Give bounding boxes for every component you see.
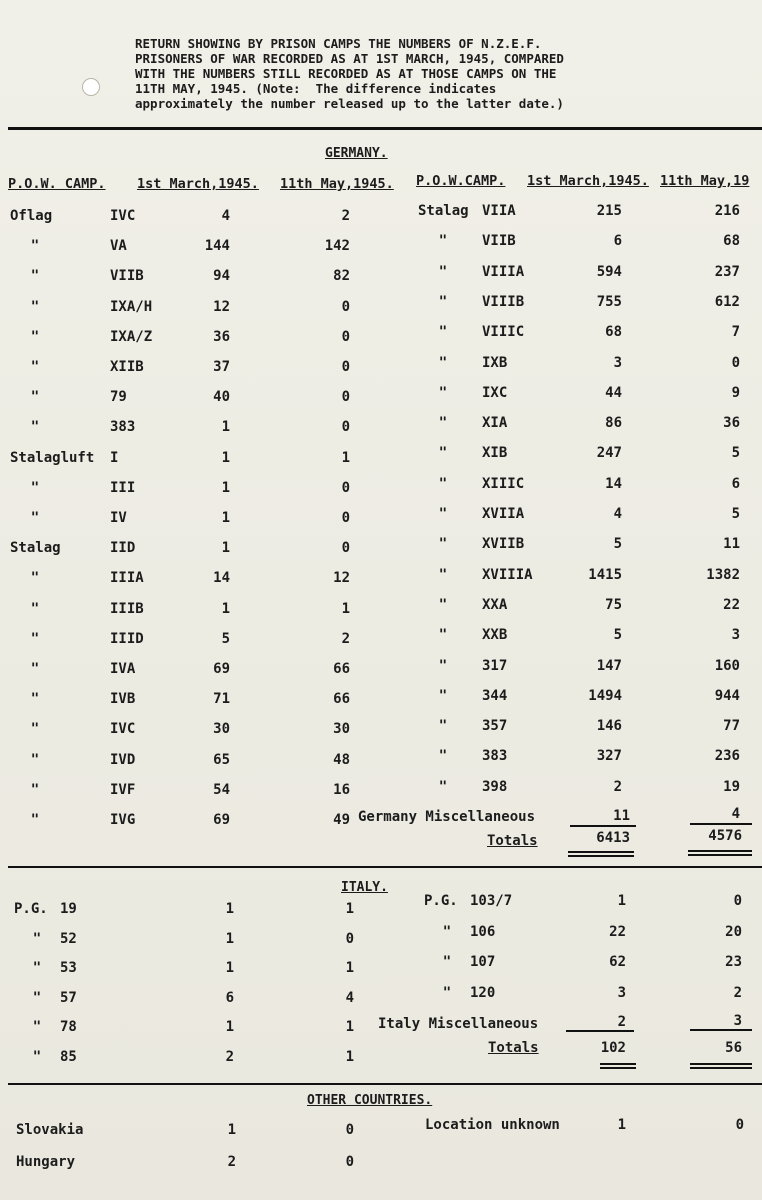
camp-type: " [30,268,40,285]
camp-type: " [30,812,40,828]
may-count: 1 [345,1048,354,1065]
italy-totals-may: 56 [725,1040,742,1056]
march-count: 94 [213,268,230,285]
march-count: 755 [596,293,622,310]
camp-name: 383 [110,419,136,436]
camp-type: Stalag [10,540,61,557]
camp-name: IVG [110,812,136,828]
may-count: 2 [341,630,350,647]
camp-name: 317 [482,657,508,674]
march-count: 1 [617,893,626,909]
camp-type: " [438,506,448,522]
camp-name: IVF [110,781,136,798]
may-count: 77 [723,718,740,735]
camp-type: " [32,1019,42,1035]
header-camp-right: P.O.W.CAMP. [416,173,506,189]
camp-name: VIIIA [482,263,525,280]
camp-name: VIIIC [482,324,525,341]
may-count: 20 [725,923,742,940]
march-count: 4 [613,506,622,522]
march-count: 40 [213,389,230,406]
camp-type: " [30,600,40,617]
may-count: 1 [341,449,350,466]
march-count: 247 [596,445,622,462]
camp-type: " [438,263,448,280]
march-count: 30 [213,721,230,738]
march-count: 1 [221,479,230,496]
camp-type: " [438,293,448,310]
camp-type: " [30,691,40,708]
camp-type: " [32,1048,42,1065]
camp-name: IXA/H [110,298,153,315]
march-count: 2 [227,1154,236,1170]
march-count: 65 [213,751,230,768]
camp-type: " [442,954,452,970]
march-count: 1 [225,1019,234,1035]
camp-name: XXB [482,627,508,644]
march-count: 4 [221,208,230,224]
may-count: 0 [341,359,350,375]
camp-type: " [30,721,40,738]
may-count: 2 [341,208,350,224]
italy-misc-label: Italy Miscellaneous [378,1016,539,1032]
march-count: 14 [213,570,230,587]
header-camp-left: P.O.W. CAMP. [8,176,106,192]
march-count: 6 [225,989,234,1006]
germany-misc-march: 11 [613,808,630,824]
march-count: 1 [225,901,234,917]
camp-name: XXA [482,596,508,613]
camp-type: P.G. [14,901,48,917]
germany-misc-may-rule [690,823,752,825]
other-title: OTHER COUNTRIES. [307,1093,433,1108]
march-count: 1494 [588,687,622,704]
camp-name: XIA [482,415,508,432]
camp-type: " [30,751,40,768]
camp-type: " [438,384,448,401]
may-count: 11 [723,536,740,553]
may-count: 0 [345,1122,354,1138]
camp-type: " [438,748,448,765]
may-count: 82 [333,268,350,285]
germany-misc-may: 4 [731,806,740,822]
header-may-left: 11th May,1945. [280,176,394,192]
italy-totals-march: 102 [600,1040,626,1056]
header-may-right: 11th May,19 [660,173,750,189]
march-count: 86 [605,415,622,432]
camp-name: VIIB [110,268,144,285]
camp-type: " [30,781,40,798]
camp-type: Stalagluft [10,449,95,466]
may-count: 49 [333,812,350,828]
may-count: 0 [341,540,350,557]
camp-name: XVIIB [482,536,525,553]
march-count: 75 [605,596,622,613]
may-count: 22 [723,596,740,613]
march-count: 36 [213,328,230,345]
germany-totals-march-rule [568,851,634,857]
may-count: 0 [341,419,350,436]
march-count: 146 [596,718,622,735]
march-count: 2 [613,778,622,795]
italy-misc-march-rule [566,1030,634,1032]
italy-totals-label: Totals [488,1040,539,1056]
march-count: 2 [225,1048,234,1065]
camp-name: IIIA [110,570,144,587]
camp-name: IID [110,540,136,557]
camp-name: 344 [482,687,508,704]
camp-name: XIIIC [482,475,525,492]
camp-type: " [30,389,40,406]
camp-type: " [438,627,448,644]
camp-name: 79 [110,389,127,406]
camp-name: IIID [110,630,144,647]
may-count: 36 [723,415,740,432]
march-count: 44 [605,384,622,401]
camp-type: " [438,233,448,250]
may-count: 0 [345,1154,354,1170]
march-count: 12 [213,298,230,315]
march-count: 594 [596,263,622,280]
may-count: 1 [345,901,354,917]
march-count: 71 [213,691,230,708]
camp-name: 78 [60,1019,77,1035]
camp-name: IV [110,510,127,526]
camp-type: P.G. [424,893,458,909]
march-count: 54 [213,781,230,798]
march-count: 3 [613,354,622,371]
germany-misc-march-rule [570,825,636,827]
march-count: 1 [617,1117,626,1133]
camp-name: VA [110,238,127,255]
camp-name: IVA [110,661,136,677]
march-count: 327 [596,748,622,765]
camp-type: " [438,415,448,432]
italy-title: ITALY. [341,880,388,895]
may-count: 236 [714,748,740,765]
camp-type: " [438,354,448,371]
may-count: 5 [731,506,740,522]
camp-type: " [30,298,40,315]
camp-name: IVC [110,208,136,224]
country-name: Hungary [16,1154,76,1170]
camp-type: " [438,687,448,704]
march-count: 1 [221,600,230,617]
camp-type: " [442,984,452,1001]
camp-type: " [438,475,448,492]
camp-type: " [30,570,40,587]
header-march-left: 1st March,1945. [137,176,259,192]
camp-name: IXB [482,354,508,371]
camp-type: " [438,566,448,583]
top-rule [8,127,762,130]
march-count: 5 [613,627,622,644]
may-count: 2 [733,984,742,1001]
germany-totals-label: Totals [487,833,538,849]
may-count: 48 [333,751,350,768]
march-count: 1 [225,960,234,976]
camp-name: 357 [482,718,508,735]
may-count: 612 [714,293,740,310]
march-count: 1415 [588,566,622,583]
germany-totals-may-rule [688,850,752,856]
camp-type: " [438,445,448,462]
camp-type: " [32,989,42,1006]
camp-type: " [30,359,40,375]
camp-type: " [30,479,40,496]
camp-name: IXC [482,384,508,401]
may-count: 0 [341,328,350,345]
may-count: 0 [345,930,354,947]
document-heading: RETURN SHOWING BY PRISON CAMPS THE NUMBERS OF N.Z.E.F. PRISONERS OF WAR RECORDED AS AT 1ST MARCH, 1945, COMPARED WITH THE NUMBERS STILL RECORDED AS AT THOSE CAMPS ON THE 11TH MAY, 1945. (Note: The difference indicates approximately the number released up to the latter date.) [135,36,564,111]
camp-name: 52 [60,930,77,947]
camp-type: " [30,510,40,526]
march-count: 215 [596,203,622,219]
may-count: 0 [731,354,740,371]
camp-name: 19 [60,901,77,917]
camp-name: XVIIA [482,506,525,522]
germany-totals-march: 6413 [596,830,630,846]
camp-name: IVD [110,751,136,768]
may-count: 237 [714,263,740,280]
may-count: 0 [735,1117,744,1133]
march-count: 1 [221,510,230,526]
march-count: 1 [227,1122,236,1138]
germany-end-rule [8,866,762,868]
camp-name: 107 [470,954,496,970]
may-count: 0 [733,893,742,909]
camp-name: 383 [482,748,508,765]
camp-type: " [32,960,42,976]
may-count: 68 [723,233,740,250]
camp-name: 85 [60,1048,77,1065]
may-count: 0 [341,479,350,496]
may-count: 6 [731,475,740,492]
may-count: 1382 [706,566,740,583]
camp-name: VIIA [482,203,516,219]
camp-name: XIIB [110,359,144,375]
may-count: 4 [345,989,354,1006]
camp-type: " [438,324,448,341]
camp-type: Stalag [418,203,469,219]
may-count: 66 [333,661,350,677]
may-count: 66 [333,691,350,708]
camp-type: " [438,596,448,613]
may-count: 30 [333,721,350,738]
may-count: 9 [731,384,740,401]
may-count: 142 [324,238,350,255]
header-march-right: 1st March,1945. [527,173,649,189]
camp-type: Oflag [10,208,53,224]
camp-name: XIB [482,445,508,462]
camp-name: IXA/Z [110,328,153,345]
camp-type: " [442,923,452,940]
may-count: 19 [723,778,740,795]
march-count: 5 [613,536,622,553]
camp-type: " [32,930,42,947]
march-count: 1 [225,930,234,947]
march-count: 68 [605,324,622,341]
march-count: 3 [617,984,626,1001]
may-count: 7 [731,324,740,341]
may-count: 1 [345,1019,354,1035]
march-count: 69 [213,661,230,677]
italy-misc-may-rule [690,1029,752,1031]
camp-name: VIIIB [482,293,525,310]
may-count: 944 [714,687,740,704]
italy-totals-march-rule [600,1063,636,1069]
may-count: 160 [714,657,740,674]
camp-name: I [110,449,119,466]
camp-name: 106 [470,923,496,940]
may-count: 216 [714,203,740,219]
camp-name: IIIB [110,600,144,617]
camp-name: 120 [470,984,496,1001]
camp-type: " [438,657,448,674]
camp-name: XVIIIA [482,566,533,583]
country-name: Slovakia [16,1122,84,1138]
march-count: 1 [221,449,230,466]
may-count: 1 [341,600,350,617]
camp-name: VIIB [482,233,516,250]
camp-type: " [30,661,40,677]
camp-name: IVC [110,721,136,738]
march-count: 14 [605,475,622,492]
may-count: 3 [731,627,740,644]
camp-type: " [438,536,448,553]
germany-title: GERMANY. [325,146,388,161]
march-count: 1 [221,540,230,557]
camp-name: IVB [110,691,136,708]
march-count: 62 [609,954,626,970]
may-count: 16 [333,781,350,798]
march-count: 5 [221,630,230,647]
march-count: 147 [596,657,622,674]
camp-name: III [110,479,136,496]
germany-totals-may: 4576 [708,828,742,844]
camp-type: " [30,238,40,255]
camp-name: 57 [60,989,77,1006]
may-count: 12 [333,570,350,587]
may-count: 0 [341,298,350,315]
may-count: 5 [731,445,740,462]
march-count: 6 [613,233,622,250]
march-count: 1 [221,419,230,436]
camp-type: " [438,718,448,735]
punch-hole [82,78,100,96]
camp-type: " [30,328,40,345]
location-name: Location unknown [425,1117,560,1133]
italy-misc-march: 2 [617,1014,626,1030]
may-count: 1 [345,960,354,976]
camp-type: " [30,630,40,647]
march-count: 144 [204,238,230,255]
march-count: 37 [213,359,230,375]
italy-end-rule [8,1083,762,1085]
camp-name: 53 [60,960,77,976]
may-count: 0 [341,389,350,406]
camp-name: 398 [482,778,508,795]
march-count: 69 [213,812,230,828]
italy-totals-may-rule [690,1063,752,1069]
camp-name: 103/7 [470,893,513,909]
camp-type: " [438,778,448,795]
italy-misc-may: 3 [733,1013,742,1029]
camp-type: " [30,419,40,436]
march-count: 22 [609,923,626,940]
may-count: 23 [725,954,742,970]
may-count: 0 [341,510,350,526]
germany-misc-label: Germany Miscellaneous [358,809,536,825]
